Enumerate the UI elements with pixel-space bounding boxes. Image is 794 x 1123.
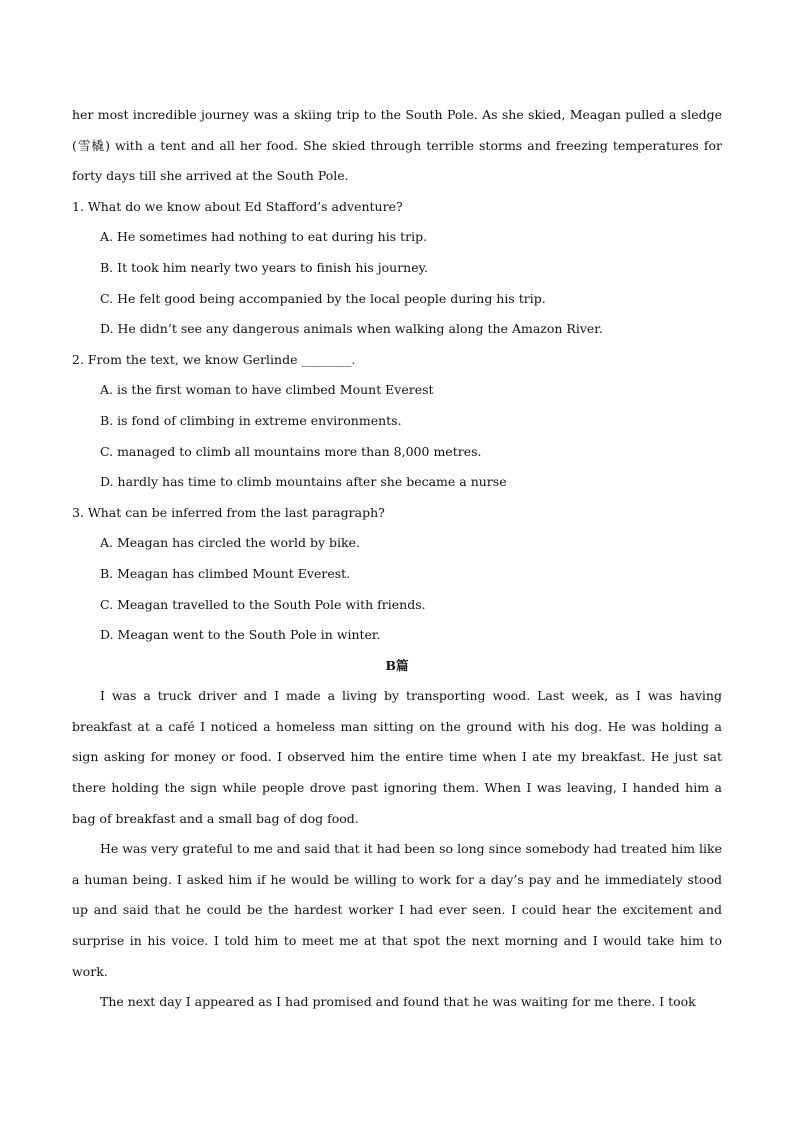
question-2	[72, 345, 722, 498]
question-stem: 2. From the text, we know Gerlinde ________.	[72, 351, 356, 367]
passage-a-paragraph: her most incredible journey was a skiing trip to the South Pole. As she skied, Meagan pulled a sledge (雪橇) with a tent and all her food. She skied through terrible storms and freezing temperatures for forty days till she arrived at the South Pole.	[72, 107, 722, 184]
option-c: C. He felt good being accompanied by the local people during his trip.	[100, 290, 546, 306]
section-b-title: B篇	[385, 657, 409, 673]
passage-b-paragraph-3: The next day I appeared as I had promised and found that he was waiting for me there. I took	[100, 994, 696, 1010]
option-a: A. is the first woman to have climbed Mount Everest	[100, 382, 434, 398]
page-content	[72, 100, 722, 1018]
passage-b-paragraph-1: I was a truck driver and I made a living by transporting wood. Last week, as I was having breakfast at a café I noticed a homeless man sitting on the ground with his dog. He was holding a sign asking for money or food. I observed him the entire time when I ate my breakfast. He just sat there holding the sign while people drove past ignoring them. When I was leaving, I handed him a bag of breakfast and a small bag of dog food.	[72, 688, 722, 826]
option-d: D. He didn’t see any dangerous animals when walking along the Amazon River.	[100, 321, 603, 337]
option-c: C. Meagan travelled to the South Pole with friends.	[100, 596, 426, 612]
option-a: A. Meagan has circled the world by bike.	[100, 535, 360, 551]
question-stem: 3. What can be inferred from the last paragraph?	[72, 504, 385, 520]
question-stem: 1. What do we know about Ed Stafford’s adventure?	[72, 198, 403, 214]
passage-b-paragraph-2: He was very grateful to me and said that it had been so long since somebody had treated him like a human being. I asked him if he would be willing to work for a day’s pay and he immediately stood up and said that he could be the hardest worker I had ever seen. I could hear the excitement and surprise in his voice. I told him to meet me at that spot the next morning and I would take him to work.	[72, 841, 722, 979]
option-c: C. managed to climb all mountains more than 8,000 metres.	[100, 443, 482, 459]
option-b: B. is fond of climbing in extreme environments.	[100, 412, 402, 428]
option-a: A. He sometimes had nothing to eat during his trip.	[100, 229, 428, 245]
option-b: B. It took him nearly two years to finish his journey.	[100, 259, 429, 275]
option-b: B. Meagan has climbed Mount Everest.	[100, 565, 351, 581]
question-3	[72, 498, 722, 651]
option-d: D. Meagan went to the South Pole in winter.	[100, 627, 381, 643]
question-1	[72, 192, 722, 345]
option-d: D. hardly has time to climb mountains after she became a nurse	[100, 474, 507, 490]
